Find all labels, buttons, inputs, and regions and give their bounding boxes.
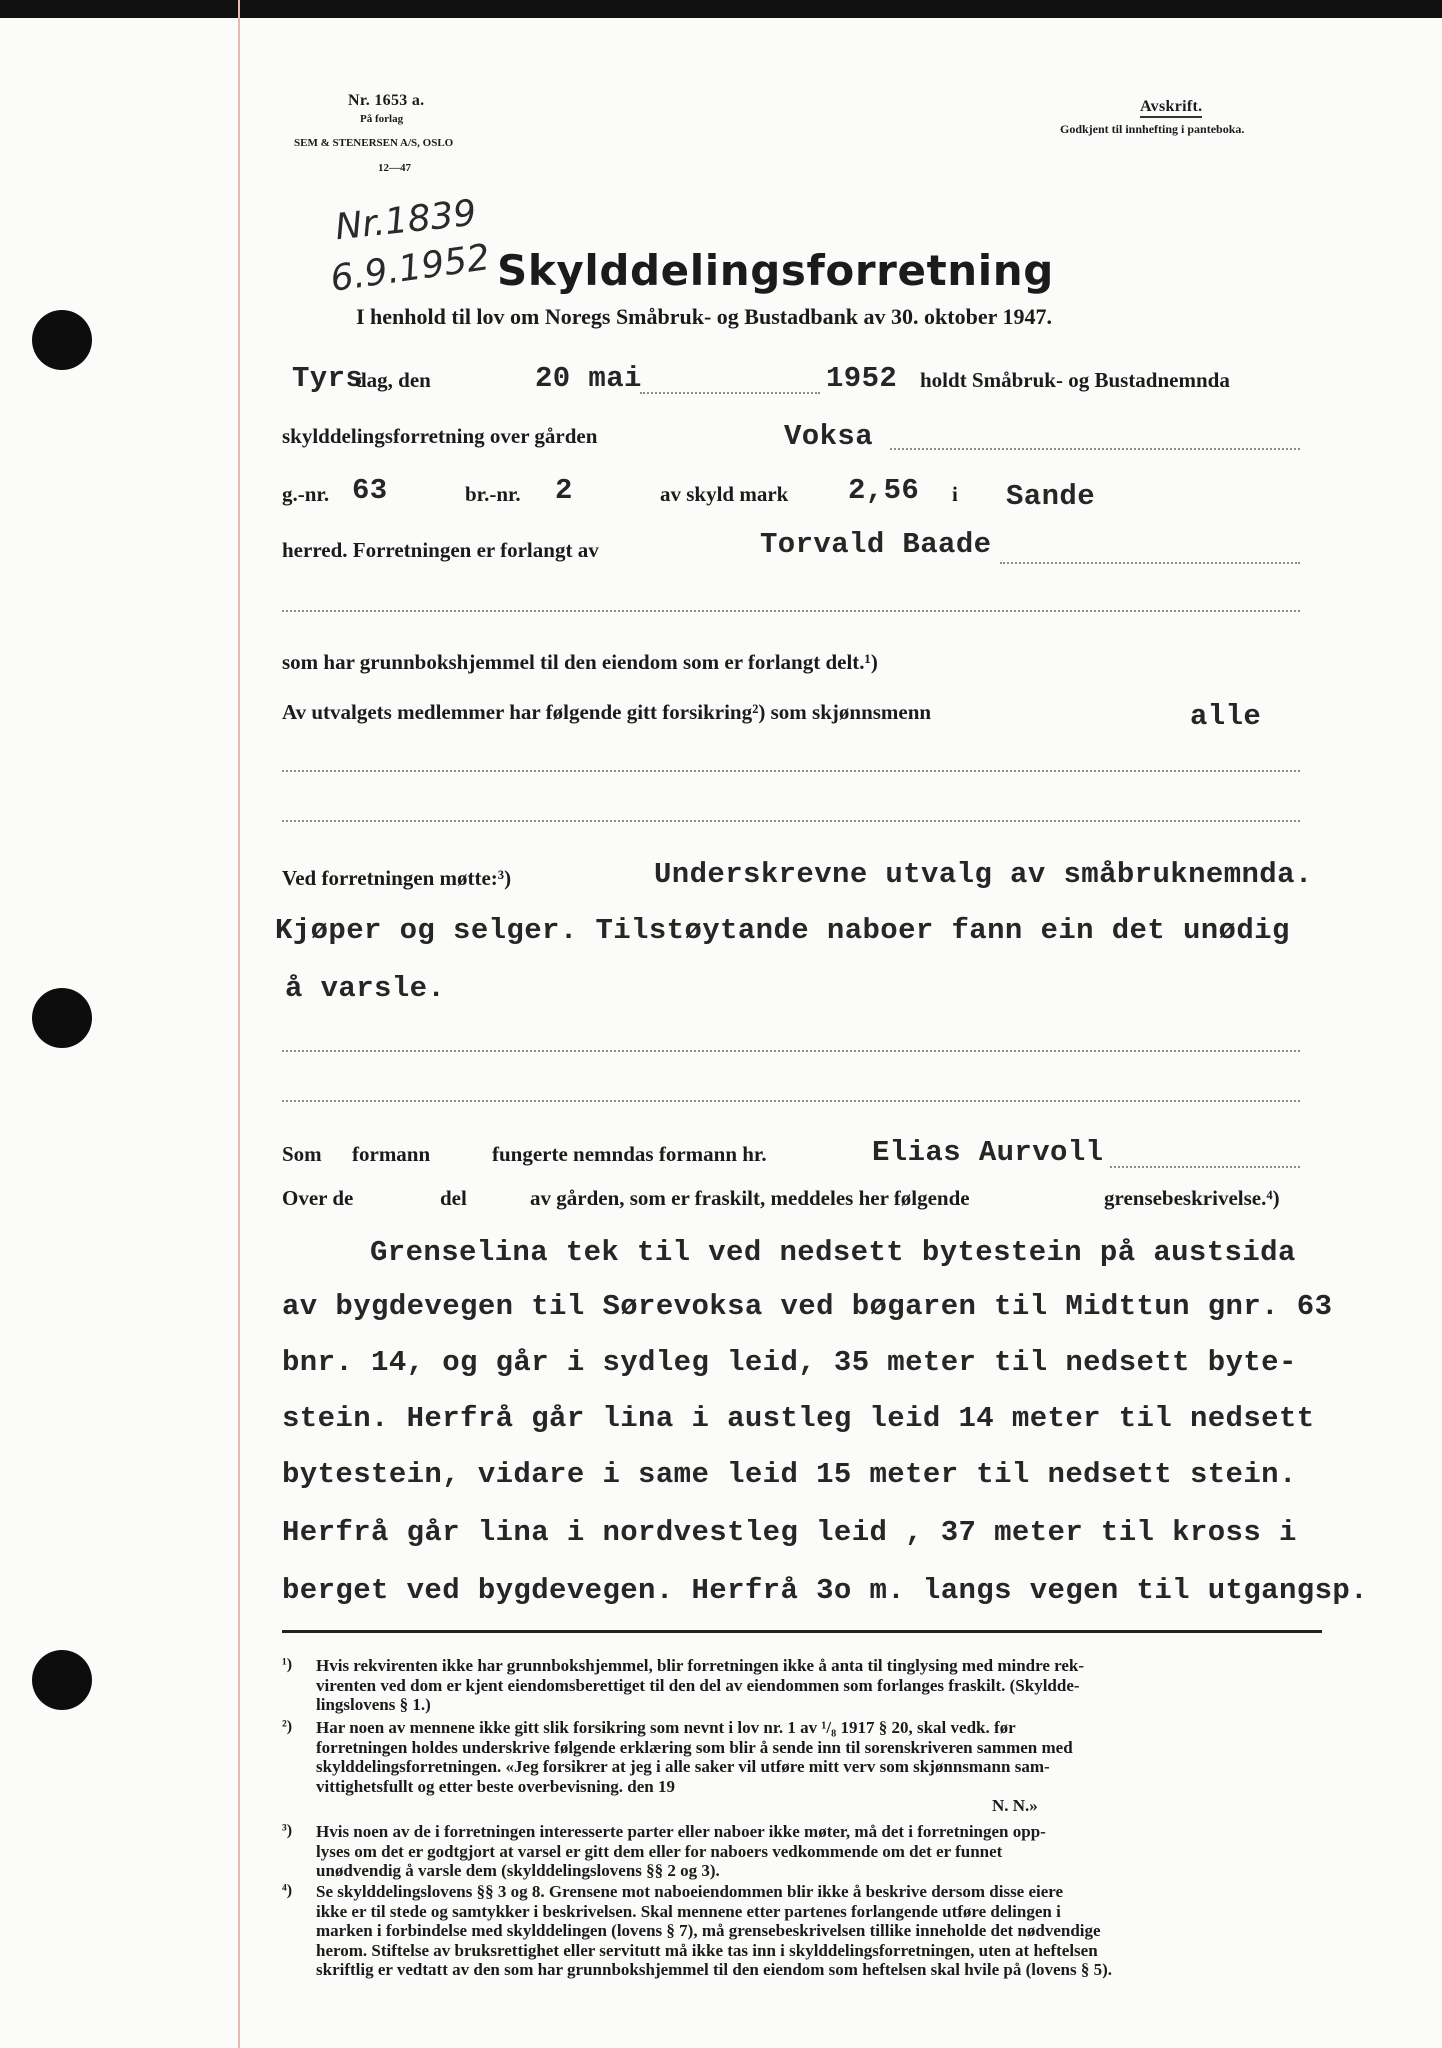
footnote-line: Hvis noen av de i forretningen interesserte parter eller naboer ikke møter, må det i forretningen opp- <box>316 1822 1046 1841</box>
footnote-line: Se skylddelingslovens §§ 3 og 8. Grensene mot naboeiendommen blir ikke å beskrive dersom disse eiere <box>316 1882 1064 1901</box>
grunnbok-statement: som har grunnbokshjemmel til den eiendom som er forlangt delt.¹) <box>282 650 878 674</box>
gnr-value: 63 <box>352 474 388 507</box>
forsikring-value: alle <box>1190 700 1262 733</box>
footnote-number: ³) <box>282 1822 293 1839</box>
footnote-number: ⁴) <box>282 1882 293 1899</box>
chairman-name: Elias Aurvoll <box>872 1136 1104 1169</box>
footnote-line: ikke er til stede og samtykker i beskrivelsen. Skal mennene etter partenes forlangende utføre delingen i <box>316 1901 1061 1921</box>
description-line: Herfrå går lina i nordvestleg leid , 37 meter til kross i <box>282 1516 1297 1549</box>
scan-top-edge <box>0 0 1442 18</box>
document-title: Skylddelingsforretning <box>497 246 1054 295</box>
publisher-small: På forlag <box>360 113 404 125</box>
print-code: 12—47 <box>378 162 411 174</box>
label-del: del <box>440 1186 467 1210</box>
footnote-1 <box>316 1656 1326 1715</box>
footnote-line: virenten ved dom er kjent eiendomsberettiget til den del av eiendommen som forlanges fraskilt. (Skyldde- <box>316 1675 1080 1695</box>
margin-line <box>238 0 240 2048</box>
attendance-line-1: Underskrevne utvalg av småbruknemnda. <box>654 858 1313 891</box>
description-line: bytestein, vidare i same leid 15 meter til nedsett stein. <box>282 1458 1297 1491</box>
dotted-line <box>282 820 1300 822</box>
label-forlangt-av: herred. Forretningen er forlangt av <box>282 538 599 562</box>
footnote-line: skylddelingsforretningen. «Jeg forsikrer at jeg i alle saker vil utføre mitt verv som skjønnsmann sam- <box>316 1757 1050 1776</box>
attendance-line-2: Kjøper og selger. Tilstøytande naboer fann ein det unødig <box>275 914 1290 947</box>
document-subtitle: I henhold til lov om Noregs Småbruk- og Bustadbank av 30. oktober 1947. <box>356 304 1052 329</box>
farm-name: Voksa <box>784 420 874 453</box>
footnote-number: ¹) <box>282 1656 293 1673</box>
label-holdt: holdt Småbruk- og Bustadnemnda <box>920 368 1230 392</box>
avskrift-label: Avskrift. <box>1140 98 1202 118</box>
dotted-line <box>890 448 1300 450</box>
dotted-line <box>282 1100 1300 1102</box>
description-line: berget ved bygdevegen. Herfrå 3o m. langs vegen til utgangsp. <box>282 1574 1368 1607</box>
label-i: i <box>952 482 958 506</box>
footnote-3 <box>316 1822 1326 1881</box>
description-line: Grenselina tek til ved nedsett bytestein på austsida <box>370 1236 1296 1269</box>
forsikring-statement: Av utvalgets medlemmer har følgende gitt forsikring²) som skjønnsmenn <box>282 700 932 724</box>
footnote-separator <box>282 1630 1322 1633</box>
footnote-line: lingslovens § 1.) <box>316 1695 431 1714</box>
requester-name: Torvald Baade <box>760 528 992 561</box>
dotted-line <box>282 610 1300 612</box>
footnote-line: lyses om det er godtgjort at varsel er gitt dem eller for naboers vedkommende om det er funnet <box>316 1841 1003 1861</box>
footnote-2 <box>316 1718 1326 1816</box>
label-som: Som <box>282 1142 322 1166</box>
label-skylddeling-over-garden: skylddelingsforretning over gården <box>282 424 598 448</box>
punch-hole <box>32 310 92 370</box>
footnote-line: unødvendig å varsle dem (skylddelingslovens §§ 2 og 3). <box>316 1861 720 1880</box>
footnote-line: vittighetsfullt og etter beste overbevisning. den 19 <box>316 1776 676 1796</box>
year-value: 1952 <box>826 362 898 395</box>
brnr-value: 2 <box>555 474 573 507</box>
dotted-line <box>1110 1166 1300 1168</box>
description-line: stein. Herfrå går lina i austleg leid 14 meter til nedsett <box>282 1402 1315 1435</box>
attendance-line-3: å varsle. <box>285 972 446 1005</box>
label-grensebeskrivelse: grensebeskrivelse.⁴) <box>1104 1186 1280 1210</box>
dotted-line <box>282 770 1300 772</box>
label-dag-den: dag, den <box>355 368 431 392</box>
footnote-line: Har noen av mennene ikke gitt slik forsikring som nevnt i lov nr. 1 av ¹/₈ 1917 § 20, skal vedk. før <box>316 1718 1016 1737</box>
punch-hole <box>32 1650 92 1710</box>
description-line: bnr. 14, og går i sydleg leid, 35 meter til nedsett byte- <box>282 1346 1297 1379</box>
footnote-line: herom. Stiftelse av bruksrettighet eller servitutt må ikke tas inn i skylddelingsforretningen, uten at heftelsen <box>316 1940 1098 1960</box>
punch-hole <box>32 988 92 1048</box>
footnote-line: forretningen holdes underskrive følgende erklæring som blir å sende inn til sorenskriveren sammen med <box>316 1737 1073 1757</box>
label-skyld-mark: av skyld mark <box>660 482 789 506</box>
godkjent-note: Godkjent til innhefting i panteboka. <box>1060 122 1245 136</box>
dotted-line <box>1000 562 1300 564</box>
date-value: 20 mai <box>535 362 642 395</box>
label-over-de: Over de <box>282 1186 354 1210</box>
skyld-value: 2,56 <box>848 474 920 507</box>
dotted-line <box>640 392 820 394</box>
label-motte: Ved forretningen møtte:³) <box>282 866 512 890</box>
herred-value: Sande <box>1006 480 1096 513</box>
footnote-line: N. N.» <box>992 1796 1038 1815</box>
label-gnr: g.-nr. <box>282 482 330 506</box>
label-fungerte: fungerte nemndas formann hr. <box>492 1142 767 1166</box>
footnote-line: Hvis rekvirenten ikke har grunnbokshjemmel, blir forretningen ikke å anta til tinglysing med mindre rek- <box>316 1656 1085 1675</box>
handwritten-ref-date: 6.9.1952 <box>327 237 493 300</box>
form-number: Nr. 1653 a. <box>348 92 425 109</box>
dotted-line <box>282 1050 1300 1052</box>
handwritten-ref-number: Nr.1839 <box>333 192 479 249</box>
publisher: SEM & STENERSEN A/S, OSLO <box>294 137 454 149</box>
footnote-number: ²) <box>282 1718 293 1735</box>
label-av-garden: av gården, som er fraskilt, meddeles her følgende <box>530 1186 970 1210</box>
footnote-line: skriftlig er vedtatt av den som har grunnbokshjemmel til den eiendom som heftelsen skal hvile på (lovens § 5). <box>316 1960 1113 1979</box>
description-line: av bygdevegen til Sørevoksa ved bøgaren til Midttun gnr. 63 <box>282 1290 1333 1323</box>
weekday-value: Tyrs <box>292 362 364 395</box>
label-brnr: br.-nr. <box>465 482 521 506</box>
label-formann: formann <box>352 1142 431 1166</box>
footnote-line: marken i forbindelse med skylddelingen (lovens § 7), må grensebeskrivelsen tillike inneholde det nødvendige <box>316 1921 1101 1940</box>
footnote-4 <box>316 1882 1326 1980</box>
